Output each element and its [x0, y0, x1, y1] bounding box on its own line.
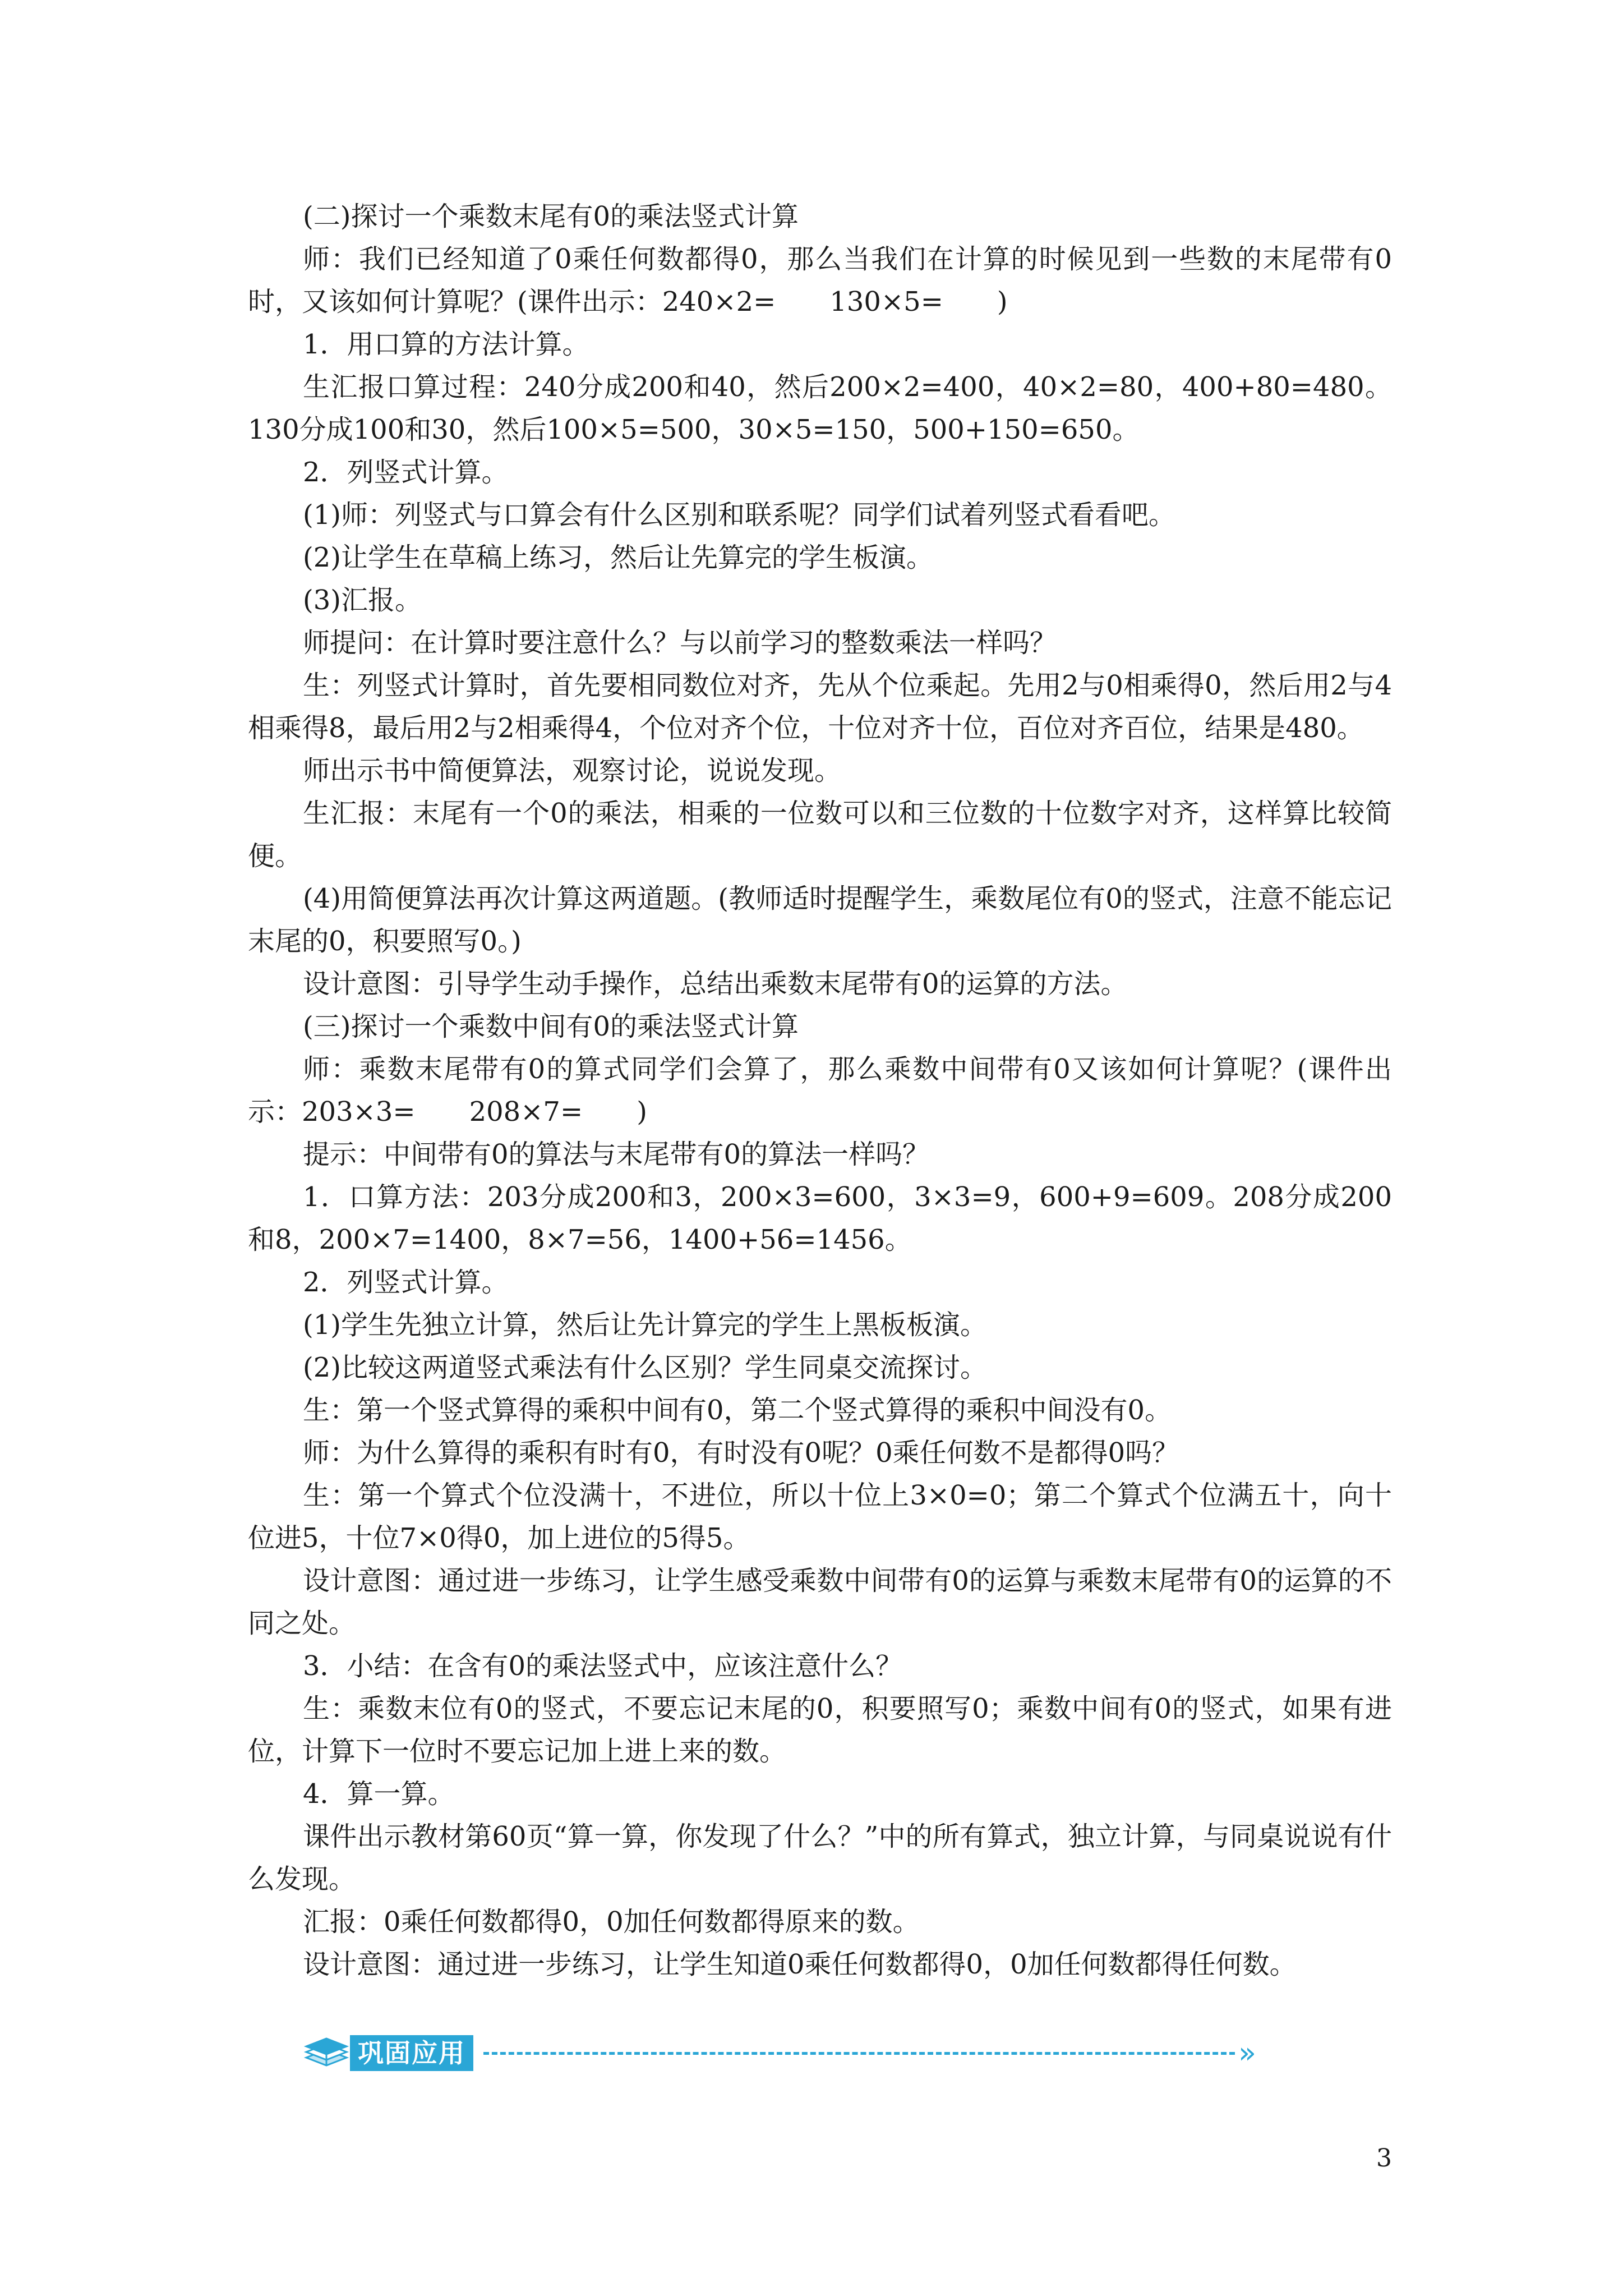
paragraph: 生：乘数末位有0的竖式，不要忘记末尾的0，积要照写0；乘数中间有0的竖式，如果有进位，计算下一位时不要忘记加上进上来的数。: [248, 1693, 1392, 1767]
paragraph: (三)探讨一个乘数中间有0的乘法竖式计算: [303, 1011, 799, 1042]
paragraph: 汇报：0乘任何数都得0，0加任何数都得原来的数。: [303, 1906, 920, 1938]
paragraph: (3)汇报。: [303, 585, 422, 616]
paragraph: 设计意图：通过进一步练习，让学生知道0乘任何数都得0，0加任何数都得任何数。: [303, 1949, 1297, 1980]
paragraph: 师出示书中简便算法，观察讨论，说说发现。: [303, 755, 842, 786]
section-banner-label: 巩固应用: [350, 2035, 473, 2071]
paragraph: (1)学生先独立计算，然后让先计算完的学生上黑板板演。: [303, 1309, 987, 1341]
paragraph: 师：我们已经知道了0乘任何数都得0，那么当我们在计算的时候见到一些数的末尾带有0时，又该如何计算呢？(课件出示：240×2= 130×5= ): [248, 243, 1392, 318]
paragraph: 1．用口算的方法计算。: [303, 329, 589, 360]
paragraph: 设计意图：引导学生动手操作，总结出乘数末尾带有0的运算的方法。: [303, 968, 1128, 1000]
paragraph: 课件出示教材第60页“算一算，你发现了什么？”中的所有算式，独立计算，与同桌说说有什么发现。: [248, 1821, 1392, 1895]
paragraph: 4．算一算。: [303, 1778, 455, 1810]
paragraph: 2．列竖式计算。: [303, 457, 509, 488]
paragraph: (1)师：列竖式与口算会有什么区别和联系呢？同学们试着列竖式看看吧。: [303, 499, 1175, 531]
paragraph: 1．口算方法：203分成200和3，200×3=600，3×3=9，600+9=609。208分成200和8，200×7=1400，8×7=56，1400+56=1456。: [248, 1181, 1392, 1255]
paragraph: 生汇报口算过程：240分成200和40，然后200×2=400，40×2=80，400+80=480。130分成100和30，然后100×5=500，30×5=150，500+150=650。: [248, 371, 1392, 445]
paragraph: 生汇报：末尾有一个0的乘法，相乘的一位数可以和三位数的十位数字对齐，这样算比较简便。: [248, 798, 1392, 872]
double-chevron-right-icon: »: [1238, 2036, 1256, 2070]
paragraph: 师：乘数末尾带有0的算式同学们会算了，那么乘数中间带有0又该如何计算呢？(课件出示：203×3= 208×7= ): [248, 1053, 1392, 1128]
paragraph: 3．小结：在含有0的乘法竖式中，应该注意什么？: [303, 1650, 903, 1682]
paragraph: 师提问：在计算时要注意什么？与以前学习的整数乘法一样吗？: [303, 627, 1057, 659]
section-banner: [303, 2031, 1256, 2076]
paragraph: 提示：中间带有0的算法与末尾带有0的算法一样吗？: [303, 1139, 930, 1170]
paragraph: 2．列竖式计算。: [303, 1267, 509, 1298]
paragraph: (4)用简便算法再次计算这两道题。(教师适时提醒学生，乘数尾位有0的竖式，注意不能忘记末尾的0，积要照写0。): [248, 883, 1392, 957]
paragraph: 师：为什么算得的乘积有时有0，有时没有0呢？0乘任何数不是都得0吗？: [303, 1437, 1179, 1469]
page-number: 3: [1376, 2144, 1392, 2173]
paragraph: (2)比较这两道竖式乘法有什么区别？学生同桌交流探讨。: [303, 1352, 987, 1383]
book-stack-icon: [303, 2033, 350, 2073]
body-text: [248, 195, 1392, 1986]
paragraph: 生：第一个竖式算得的乘积中间有0，第二个竖式算得的乘积中间没有0。: [303, 1395, 1172, 1426]
paragraph: 生：列竖式计算时，首先要相同数位对齐，先从个位乘起。先用2与0相乘得0，然后用2与4相乘得8，最后用2与2相乘得4，个位对齐个位，十位对齐十位，百位对齐百位，结果是480。: [248, 670, 1392, 744]
paragraph: (二)探讨一个乘数末尾有0的乘法竖式计算: [303, 201, 799, 232]
paragraph: (2)让学生在草稿上练习，然后让先算完的学生板演。: [303, 542, 933, 573]
paragraph: 设计意图：通过进一步练习，让学生感受乘数中间带有0的运算与乘数末尾带有0的运算的不同之处。: [248, 1565, 1392, 1639]
dashed-divider: [483, 2052, 1235, 2055]
paragraph: 生：第一个算式个位没满十，不进位，所以十位上3×0=0；第二个算式个位满五十，向十位进5，十位7×0得0，加上进位的5得5。: [248, 1480, 1392, 1554]
